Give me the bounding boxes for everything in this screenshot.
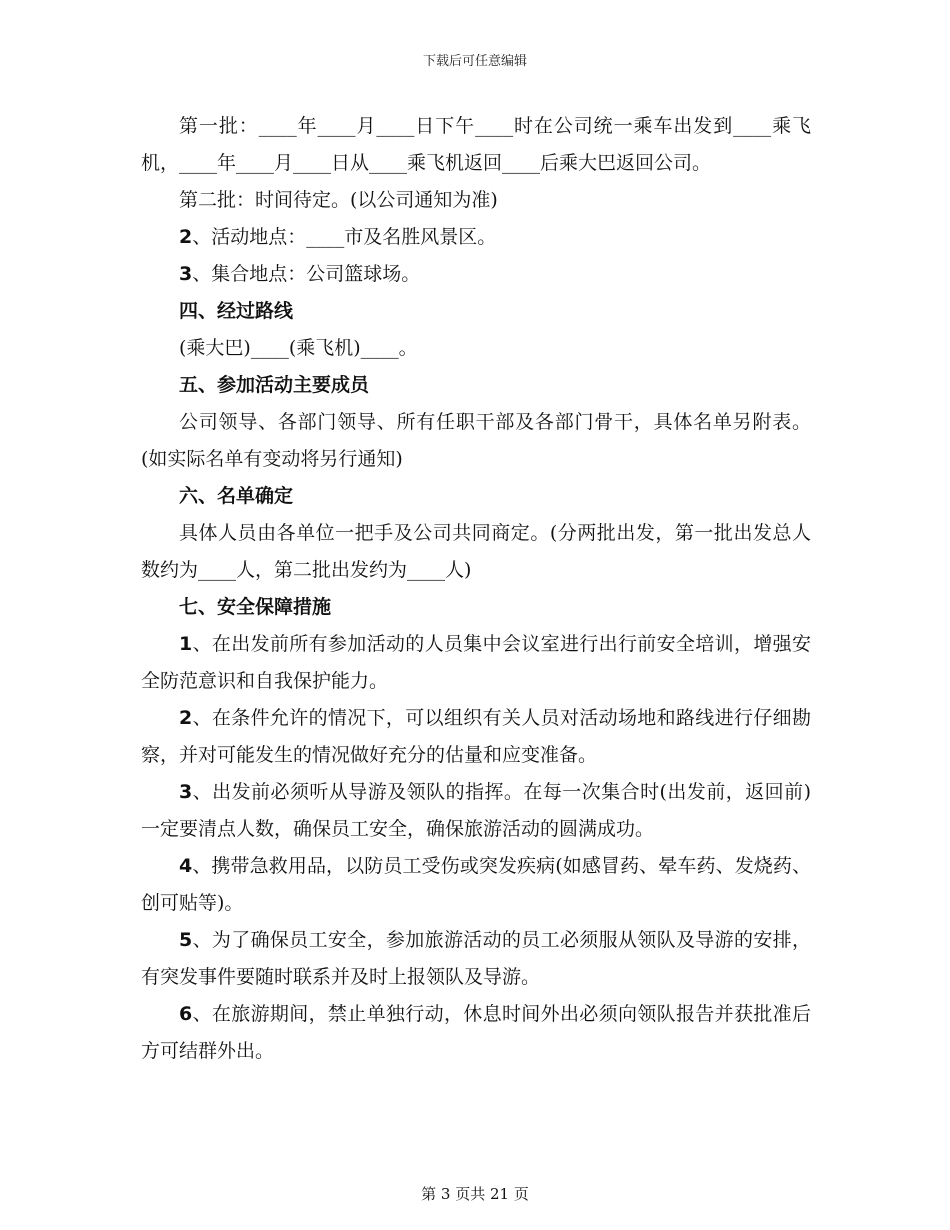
paragraph-activity-location	[141, 219, 811, 256]
item-text: 、携带急救用品，以防员工受伤或突发疾病(如感冒药、晕车药、发烧药、创可贴等)。	[141, 855, 811, 914]
section-heading-members: 五、参加活动主要成员	[179, 374, 370, 396]
paragraph-members: 公司领导、各部门领导、所有任职干部及各部门骨干，具体名单另附表。(如实际名单有变动将另行通知)	[141, 411, 811, 470]
safety-item	[141, 922, 811, 996]
document-body	[141, 108, 811, 1070]
item-number: 2	[179, 707, 193, 729]
safety-item	[141, 626, 811, 700]
item-text: 、在旅游期间，禁止单独行动，休息时间外出必须向领队报告并获批准后方可结群外出。	[141, 1003, 811, 1062]
item-text: 、在条件允许的情况下，可以组织有关人员对活动场地和路线进行仔细勘察，并对可能发生的情况做好充分的估量和应变准备。	[141, 707, 811, 766]
paragraph-meeting-location	[141, 256, 811, 293]
paragraph-first-batch: 第一批：____年____月____日下午____时在公司统一乘车出发到____乘飞机，____年____月____日从____乘飞机返回____后乘大巴返回公司。	[141, 115, 811, 174]
page-header: 下载后可任意编辑	[422, 54, 527, 69]
item-text: 、为了确保员工安全，参加旅游活动的员工必须服从领队及导游的安排，有突发事件要随时联系并及时上报领队及导游。	[141, 929, 811, 988]
item-number: 5	[179, 929, 193, 951]
item-text: 、活动地点：____市及名胜风景区。	[192, 226, 497, 248]
paragraph-route: (乘大巴)____(乘飞机)____。	[179, 337, 418, 359]
item-text: 、在出发前所有参加活动的人员集中会议室进行出行前安全培训，增强安全防范意识和自我保护能力。	[141, 633, 811, 692]
item-number: 2	[179, 226, 193, 248]
safety-item	[141, 700, 811, 774]
section-heading-safety: 七、安全保障措施	[179, 596, 332, 618]
item-number: 6	[179, 1003, 193, 1025]
section-heading-route: 四、经过路线	[179, 300, 294, 322]
item-number: 3	[179, 781, 193, 803]
page-footer: 第 3 页共 21 页	[421, 1185, 529, 1203]
safety-item	[141, 774, 811, 848]
item-text: 、集合地点：公司篮球场。	[192, 263, 421, 285]
item-text: 、出发前必须听从导游及领队的指挥。在每一次集合时(出发前，返回前)一定要清点人数，确保员工安全，确保旅游活动的圆满成功。	[141, 781, 811, 840]
safety-item	[141, 996, 811, 1070]
section-heading-list: 六、名单确定	[179, 485, 294, 507]
safety-item	[141, 848, 811, 922]
paragraph-list: 具体人员由各单位一把手及公司共同商定。(分两批出发，第一批出发总人数约为____人，第二批出发约为____人)	[141, 522, 811, 581]
item-number: 4	[179, 855, 193, 877]
paragraph-second-batch: 第二批：时间待定。(以公司通知为准)	[179, 189, 498, 211]
item-number: 1	[179, 633, 193, 655]
item-number: 3	[179, 263, 193, 285]
